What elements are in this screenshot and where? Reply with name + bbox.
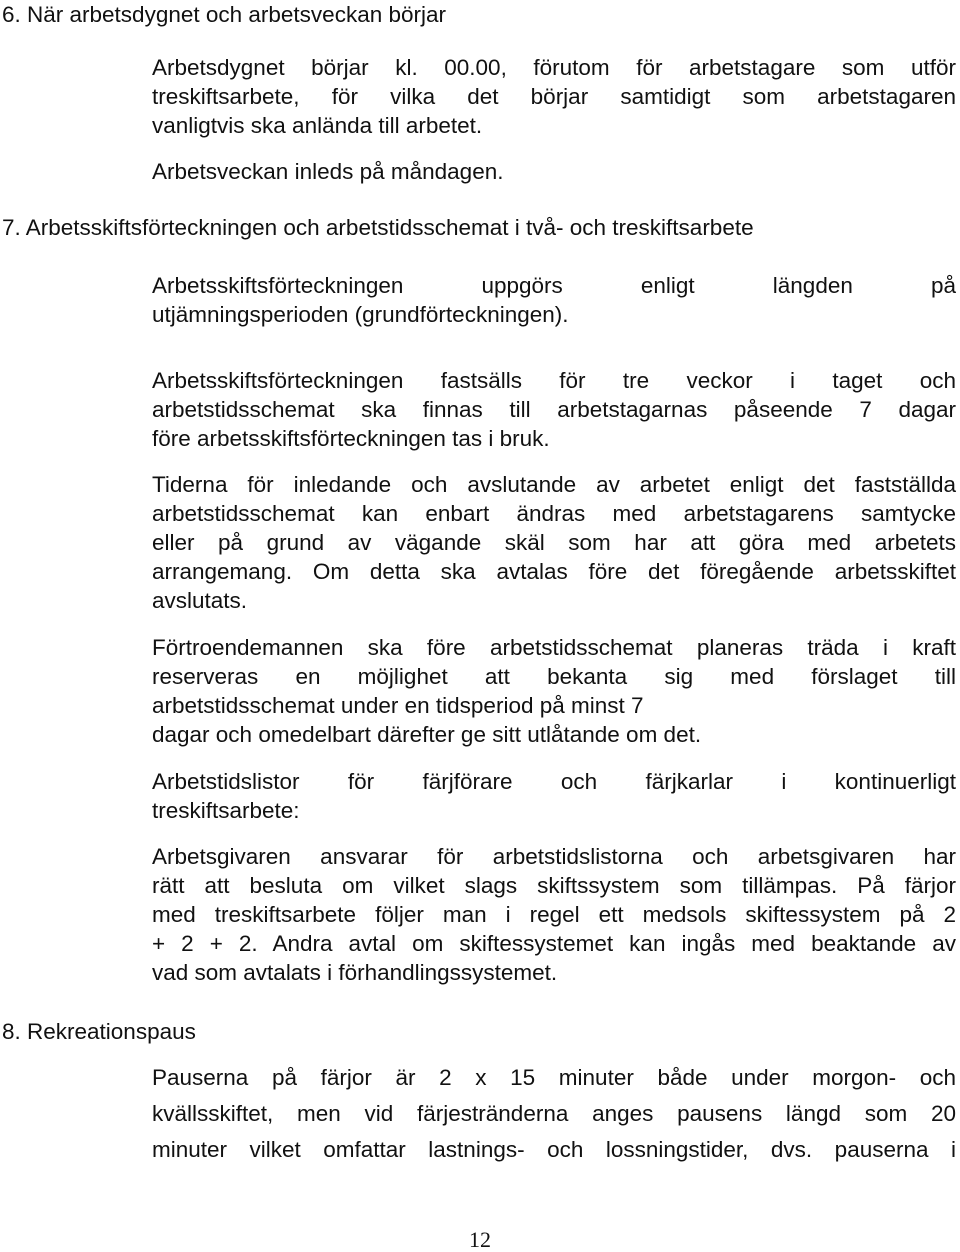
- text-line: kvällsskiftet, men vid färjestränderna anges pausens längd som 20: [152, 1101, 956, 1126]
- text-line: före arbetsskiftsförteckningen tas i bruk.: [152, 426, 550, 451]
- section-7-paragraph-6: [152, 842, 956, 987]
- text-line: treskiftsarbete, för vilka det börjar samtidigt som arbetstagaren: [152, 84, 956, 109]
- section-7-paragraph-1: [152, 271, 956, 329]
- section-7-heading: 7. Arbetsskiftsförteckningen och arbetstidsschemat i två- och treskiftsarbete: [2, 215, 754, 240]
- text-line: utjämningsperioden (grundförteckningen).: [152, 302, 569, 327]
- section-8-heading: 8. Rekreationspaus: [2, 1019, 196, 1044]
- text-line: minuter vilket omfattar lastnings- och lossningstider, dvs. pauserna i: [152, 1137, 956, 1162]
- text-line: reserveras en möjlighet att bekanta sig med förslaget till: [152, 664, 956, 689]
- section-6-paragraph-2: Arbetsveckan inleds på måndagen.: [152, 159, 504, 184]
- text-line: arbetstidsschemat kan enbart ändras med arbetstagarens samtycke: [152, 501, 956, 526]
- section-6-paragraph-1: [152, 53, 956, 140]
- section-8-paragraph-1: [152, 1060, 956, 1168]
- section-7-paragraph-2: [152, 366, 956, 453]
- text-line: Förtroendemannen ska före arbetstidsschemat planeras träda i kraft: [152, 635, 956, 660]
- text-line: dagar och omedelbart därefter ge sitt utlåtande om det.: [152, 722, 702, 747]
- section-7-paragraph-3: [152, 470, 956, 615]
- text-line: eller på grund av vägande skäl som har att göra med arbetets: [152, 530, 956, 555]
- page-number: 12: [469, 1227, 491, 1252]
- section-7-paragraph-4: [152, 633, 956, 749]
- text-line: med treskiftsarbete följer man i regel ett medsols skiftessystem på 2: [152, 902, 956, 927]
- text-line: Arbetsskiftsförteckningen fastsälls för tre veckor i taget och: [152, 368, 956, 393]
- section-7-paragraph-5: [152, 767, 956, 825]
- text-line: avslutats.: [152, 588, 248, 613]
- text-line: arrangemang. Om detta ska avtalas före det föregående arbetsskiftet: [152, 559, 956, 584]
- text-line: arbetstidsschemat ska finnas till arbetstagarnas påseende 7 dagar: [152, 397, 956, 422]
- text-line: Tiderna för inledande och avslutande av arbetet enligt det fastställda: [152, 472, 956, 497]
- text-line: Arbetsgivaren ansvarar för arbetstidslistorna och arbetsgivaren har: [152, 844, 956, 869]
- text-line: + 2 + 2. Andra avtal om skiftessystemet kan ingås med beaktande av: [152, 931, 956, 956]
- text-line: treskiftsarbete:: [152, 798, 300, 823]
- text-line: vanligtvis ska anlända till arbetet.: [152, 113, 483, 138]
- text-line: Pauserna på färjor är 2 x 15 minuter både under morgon- och: [152, 1065, 956, 1090]
- text-line: Arbetsdygnet börjar kl. 00.00, förutom för arbetstagare som utför: [152, 55, 956, 80]
- text-line: vad som avtalats i förhandlingssystemet.: [152, 960, 558, 985]
- text-line: arbetstidsschemat under en tidsperiod på minst 7: [152, 693, 644, 718]
- text-line: Arbetsskiftsförteckningen uppgörs enligt längden på: [152, 273, 956, 298]
- text-line: rätt att besluta om vilket slags skiftssystem som tillämpas. På färjor: [152, 873, 956, 898]
- section-6-heading: 6. När arbetsdygnet och arbetsveckan börjar: [2, 2, 446, 27]
- text-line: Arbetstidslistor för färjförare och färjkarlar i kontinuerligt: [152, 769, 956, 794]
